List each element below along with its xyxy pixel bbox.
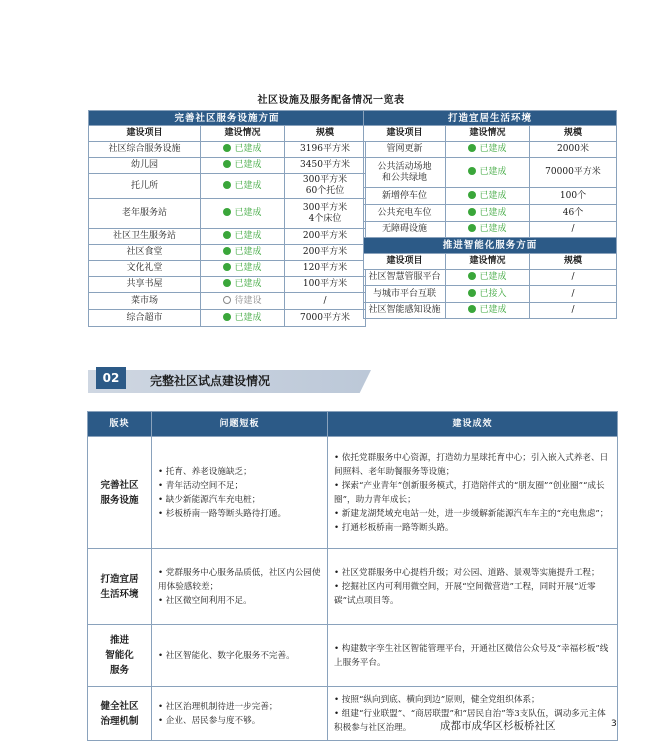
- problem-item: • 党群服务中心服务品质低，社区内公园使用体验感较差；: [158, 567, 321, 592]
- table-row: [89, 174, 366, 199]
- problem-item: • 托育、养老设施缺乏；: [158, 466, 252, 477]
- page-title: 社区设施及服务配备情况一览表: [257, 95, 405, 106]
- project-name: 公共活动场地 和公共绿地: [364, 158, 446, 188]
- completed-dot-icon: [223, 279, 231, 287]
- problems-cell: [152, 625, 328, 687]
- completed-dot-icon: [468, 272, 476, 280]
- table-row: [89, 277, 366, 293]
- scale-value: 200平方米: [285, 245, 366, 261]
- build-status: [446, 270, 530, 286]
- section-number-badge: 02: [96, 367, 126, 389]
- column-header: 建设情况: [446, 126, 530, 142]
- problem-list: [158, 700, 321, 728]
- result-item: • 依托党群服务中心资源，打造幼力星球托育中心；引入嵌入式养老、日间照料、老年助餐服务等设施；: [334, 452, 609, 477]
- column-header: 版块: [88, 412, 152, 437]
- build-status: [446, 158, 530, 188]
- section-title: 完整社区试点建设情况: [150, 374, 271, 388]
- table-banner: 推进智能化服务方面: [364, 238, 617, 254]
- status-label: 已建成: [234, 247, 262, 257]
- table-row: [364, 222, 617, 238]
- completed-dot-icon: [223, 231, 231, 239]
- completed-dot-icon: [468, 305, 476, 313]
- build-status: [201, 174, 285, 199]
- table-row: [88, 549, 618, 625]
- result-list: [334, 451, 611, 535]
- scale-value: 100平方米: [285, 277, 366, 293]
- scale-value: /: [285, 293, 366, 310]
- build-status: [446, 188, 530, 205]
- table-row: [89, 158, 366, 174]
- column-header: 建设情况: [201, 126, 285, 142]
- table-row: [364, 142, 617, 158]
- project-name: 公共充电车位: [364, 205, 446, 222]
- scale-value: /: [530, 303, 617, 319]
- problem-list: [158, 566, 321, 608]
- problem-item: • 企业、居民参与度不够。: [158, 715, 261, 726]
- project-name: 社区智能感知设施: [364, 303, 446, 319]
- build-status: [201, 277, 285, 293]
- project-name: 综合超市: [89, 310, 201, 327]
- status-label: 已建成: [479, 207, 507, 218]
- column-header: 建设项目: [89, 126, 201, 142]
- table-row: [364, 158, 617, 188]
- project-name: 共享书屋: [89, 277, 201, 293]
- scale-value: 3196平方米: [285, 142, 366, 158]
- project-name: 新增停车位: [364, 188, 446, 205]
- results-cell: [328, 625, 618, 687]
- status-label: 待建设: [234, 295, 262, 306]
- project-name: 社区智慧管服平台: [364, 270, 446, 286]
- project-name: 与城市平台互联: [364, 286, 446, 303]
- build-status: [201, 293, 285, 310]
- scale-value: 70000平方米: [530, 158, 617, 188]
- problem-item: • 缺少新能源汽车充电桩；: [158, 494, 261, 505]
- result-item: • 按照“纵向到底、横向到边”原则，健全党组织体系；: [334, 694, 540, 705]
- table-banner: 打造宜居生活环境: [364, 111, 617, 126]
- scale-value: 120平方米: [285, 261, 366, 277]
- problem-item: • 社区智能化、数字化服务不完善。: [158, 650, 295, 661]
- table-row: [364, 270, 617, 286]
- status-label: 已建成: [234, 263, 262, 273]
- table-banner: 完善社区服务设施方面: [89, 111, 366, 126]
- result-item: • 社区党群服务中心提档升级；对公园、道路、景观等实施提升工程；: [334, 567, 600, 578]
- completed-dot-icon: [468, 208, 476, 216]
- scale-value: /: [530, 286, 617, 303]
- build-status: [446, 205, 530, 222]
- completed-dot-icon: [468, 224, 476, 232]
- category-cell: 推进 智能化 服务: [88, 625, 152, 687]
- result-item: • 构建数字孪生社区智能管理平台，开通社区微信公众号及“幸福杉板”线上服务平台。: [334, 643, 609, 668]
- table-row: [364, 303, 617, 319]
- build-status: [201, 158, 285, 174]
- completed-dot-icon: [223, 263, 231, 271]
- result-item: • 新建龙湖梵域充电站一处，进一步缓解新能源汽车车主的“充电焦虑”；: [334, 508, 609, 519]
- scale-value: 3450平方米: [285, 158, 366, 174]
- scale-value: /: [530, 270, 617, 286]
- status-label: 已建成: [479, 144, 507, 154]
- build-status: [446, 286, 530, 303]
- result-item: • 打通杉板桥南一路等断头路。: [334, 522, 454, 533]
- completed-dot-icon: [223, 208, 231, 216]
- completed-dot-icon: [468, 289, 476, 297]
- status-label: 已建成: [234, 279, 262, 289]
- table-row: [88, 437, 618, 549]
- scale-value: 200平方米: [285, 229, 366, 245]
- project-name: 菜市场: [89, 293, 201, 310]
- project-name: 社区卫生服务站: [89, 229, 201, 245]
- status-label: 已建成: [479, 305, 507, 315]
- category-cell: 完善社区 服务设施: [88, 437, 152, 549]
- footer-community-name: 成都市成华区杉板桥社区: [440, 720, 556, 732]
- status-label: 已建成: [234, 144, 262, 154]
- status-label: 已建成: [234, 208, 262, 218]
- table-row: [88, 625, 618, 687]
- build-status: [201, 142, 285, 158]
- scale-value: 100个: [530, 188, 617, 205]
- result-list: [334, 566, 611, 608]
- results-cell: [328, 549, 618, 625]
- table-row: [89, 199, 366, 229]
- scale-value: 300平方米 4个床位: [285, 199, 366, 229]
- build-status: [446, 142, 530, 158]
- status-label: 已建成: [479, 190, 507, 201]
- column-header: 规模: [285, 126, 366, 142]
- scale-value: 2000米: [530, 142, 617, 158]
- status-label: 已建成: [234, 160, 262, 170]
- table-row: [89, 261, 366, 277]
- status-label: 已建成: [234, 312, 262, 323]
- table-row: [89, 229, 366, 245]
- build-status: [446, 222, 530, 238]
- result-list: [334, 642, 611, 670]
- column-header: 建设项目: [364, 126, 446, 142]
- scale-value: 300平方米 60个托位: [285, 174, 366, 199]
- table-row: [89, 293, 366, 310]
- results-cell: [328, 437, 618, 549]
- build-status: [201, 310, 285, 327]
- result-item: • 探索“产业青年”创新服务模式，打造陪伴式的“朋友圈”“创业圈”“成长圈”，助力青年成长；: [334, 480, 605, 505]
- completed-dot-icon: [223, 181, 231, 189]
- problem-item: • 社区微空间利用不足。: [158, 595, 252, 606]
- build-status: [201, 261, 285, 277]
- problems-cell: [152, 437, 328, 549]
- problem-item: • 青年活动空间不足；: [158, 480, 244, 491]
- living-environment-table: [363, 110, 617, 319]
- project-name: 管网更新: [364, 142, 446, 158]
- project-name: 文化礼堂: [89, 261, 201, 277]
- pending-circle-icon: [223, 296, 231, 304]
- status-label: 已建成: [234, 231, 262, 241]
- column-header: 建设项目: [364, 254, 446, 270]
- scale-value: 7000平方米: [285, 310, 366, 327]
- completed-dot-icon: [223, 144, 231, 152]
- problems-cell: [152, 549, 328, 625]
- table-row: [89, 245, 366, 261]
- status-label: 已建成: [234, 180, 262, 191]
- status-label: 已接入: [479, 288, 507, 299]
- result-item: • 组建“行业联盟”、“商居联盟”和“居民自治”等3支队伍，调动多元主体积极参与社区治理。: [334, 708, 606, 733]
- scale-value: /: [530, 222, 617, 238]
- completed-dot-icon: [468, 191, 476, 199]
- problems-cell: [152, 687, 328, 741]
- problem-item: • 杉板桥南一路等断头路待打通。: [158, 508, 287, 519]
- status-label: 已建成: [479, 167, 507, 177]
- status-label: 已建成: [479, 224, 507, 234]
- column-header: 建设成效: [328, 412, 618, 437]
- project-name: 幼儿园: [89, 158, 201, 174]
- table-row: [364, 188, 617, 205]
- completed-dot-icon: [223, 313, 231, 321]
- column-header: 规模: [530, 126, 617, 142]
- category-cell: 健全社区 治理机制: [88, 687, 152, 741]
- problem-item: • 社区治理机制待进一步完善；: [158, 701, 278, 712]
- table-row: [89, 142, 366, 158]
- table-row: [89, 310, 366, 327]
- category-cell: 打造宜居 生活环境: [88, 549, 152, 625]
- build-status: [446, 303, 530, 319]
- project-name: 社区食堂: [89, 245, 201, 261]
- project-name: 社区综合服务设施: [89, 142, 201, 158]
- scale-value: 46个: [530, 205, 617, 222]
- page-number: 3: [611, 719, 617, 729]
- pilot-construction-table: [87, 411, 618, 741]
- project-name: 老年服务站: [89, 199, 201, 229]
- completed-dot-icon: [223, 160, 231, 168]
- service-facilities-table: [88, 110, 366, 327]
- build-status: [201, 229, 285, 245]
- build-status: [201, 245, 285, 261]
- project-name: 托儿所: [89, 174, 201, 199]
- status-label: 已建成: [479, 272, 507, 282]
- problem-list: [158, 649, 321, 663]
- table-row: [364, 205, 617, 222]
- column-header: 问题短板: [152, 412, 328, 437]
- column-header: 建设情况: [446, 254, 530, 270]
- project-name: 无障碍设施: [364, 222, 446, 238]
- completed-dot-icon: [468, 167, 476, 175]
- problem-list: [158, 465, 321, 521]
- completed-dot-icon: [468, 144, 476, 152]
- build-status: [201, 199, 285, 229]
- table-row: [364, 286, 617, 303]
- result-item: • 挖掘社区内可利用微空间，开展“空间微营造”工程，同时开展“近零碳”试点项目等。: [334, 581, 596, 606]
- completed-dot-icon: [223, 247, 231, 255]
- column-header: 规模: [530, 254, 617, 270]
